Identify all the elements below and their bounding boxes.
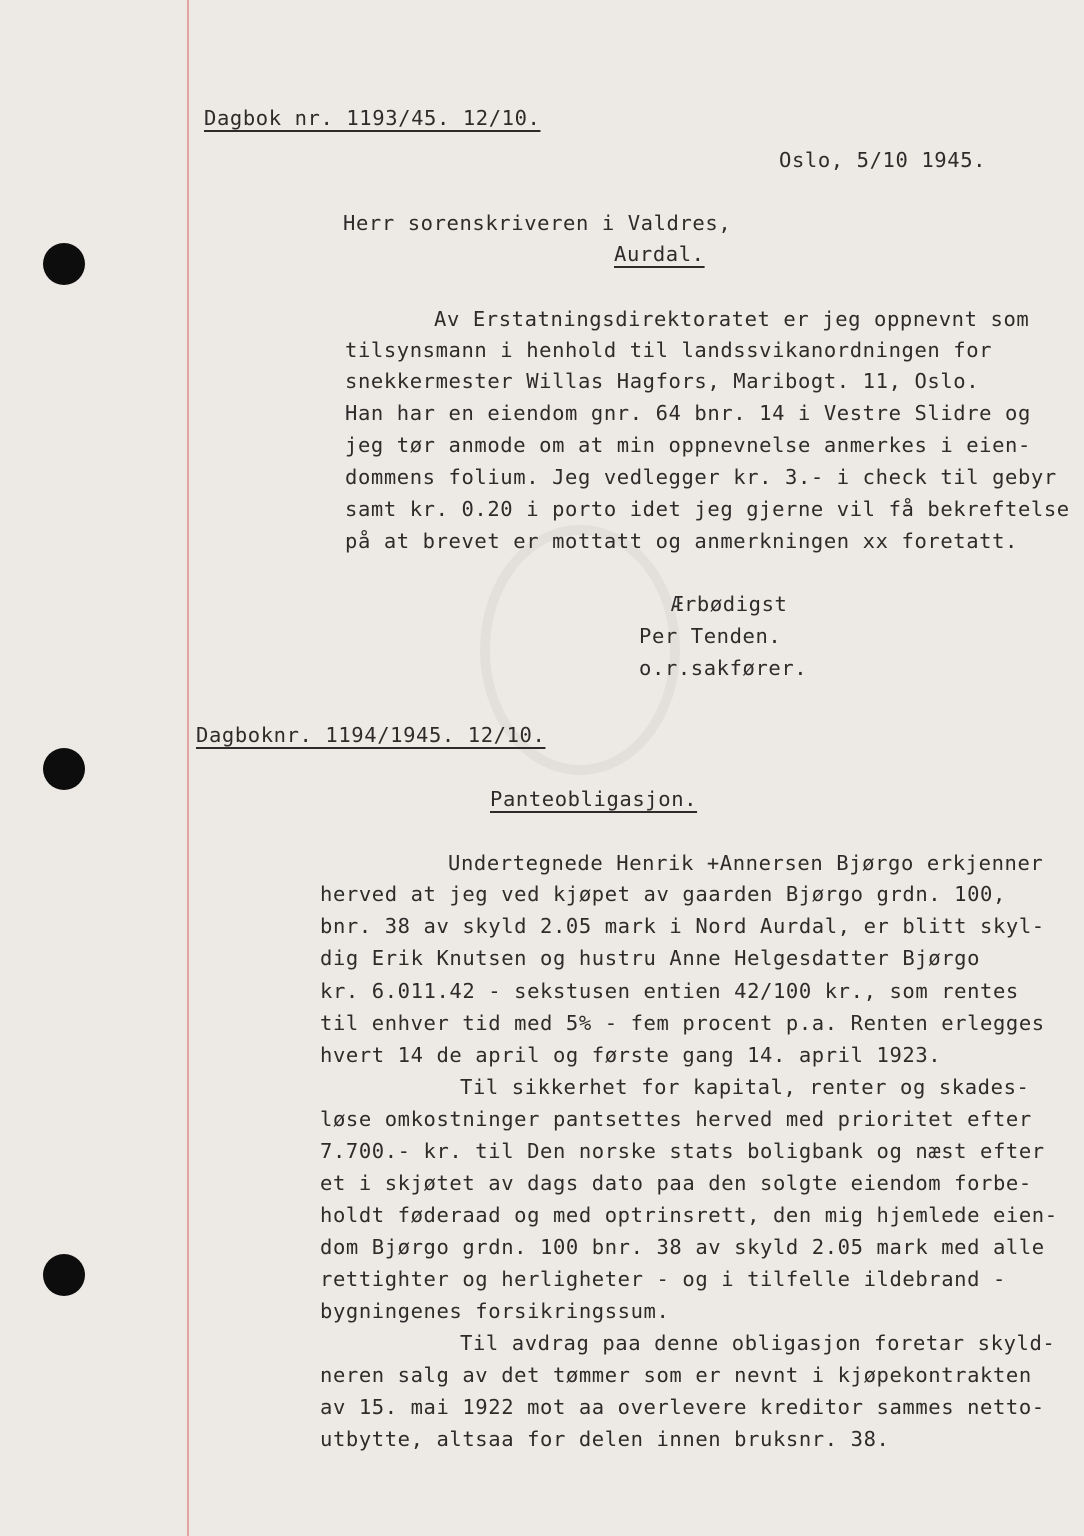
entry2-body-line: utbytte, altsaa for delen innen bruksnr. 38. — [320, 1427, 890, 1451]
entry1-body-line: jeg tør anmode om at min oppnevnelse anmerkes i eien- — [345, 433, 1031, 457]
entry1-body-line: på at brevet er mottatt og anmerkningen xx foretatt. — [345, 529, 1018, 553]
entry2-body-line: Til sikkerhet for kapital, renter og skades- — [460, 1075, 1030, 1099]
entry1-body-line: Av Erstatningsdirektoratet er jeg oppnevnt som — [434, 307, 1030, 331]
entry1-signer-title: o.r.sakfører. — [639, 656, 808, 680]
entry2-body-line: herved at jeg ved kjøpet av gaarden Bjørgo grdn. 100, — [320, 882, 1006, 906]
entry2-body-line: et i skjøtet av dags dato paa den solgte eiendom forbe- — [320, 1171, 1032, 1195]
entry2-body-line: 7.700.- kr. til Den norske stats boligbank og næst efter — [320, 1139, 1045, 1163]
entry1-body-line: tilsynsmann i henhold til landssvikanordningen for — [345, 338, 993, 362]
entry2-body-line: Til avdrag paa denne obligasjon foretar skyld- — [460, 1331, 1056, 1355]
entry1-body-line: samt kr. 0.20 i porto idet jeg gjerne vil få bekreftelse — [345, 497, 1070, 521]
entry2-body-line: løse omkostninger pantsettes herved med prioritet efter — [320, 1107, 1032, 1131]
entry1-header: Dagbok nr. 1193/45. 12/10. — [204, 106, 541, 130]
entry2-body-line: kr. 6.011.42 - sekstusen entien 42/100 kr., som rentes — [320, 979, 1019, 1003]
entry2-title: Panteobligasjon. — [490, 787, 698, 811]
entry1-body-line: Han har en eiendom gnr. 64 bnr. 14 i Vestre Slidre og — [345, 401, 1031, 425]
entry1-closing: Ærbødigst — [671, 592, 788, 616]
margin-rule — [187, 0, 189, 1536]
entry2-header: Dagboknr. 1194/1945. 12/10. — [196, 723, 546, 747]
entry1-body-line: dommens folium. Jeg vedlegger kr. 3.- i check til gebyr — [345, 465, 1057, 489]
entry2-body-line: bygningenes forsikringssum. — [320, 1299, 670, 1323]
entry2-body-line: hvert 14 de april og første gang 14. april 1923. — [320, 1043, 942, 1067]
entry1-body-line: snekkermester Willas Hagfors, Maribogt. 11, Oslo. — [345, 369, 980, 393]
entry1-signer-name: Per Tenden. — [639, 624, 782, 648]
punch-hole-icon — [43, 1254, 85, 1296]
entry2-body-line: dom Bjørgo grdn. 100 bnr. 38 av skyld 2.05 mark med alle — [320, 1235, 1045, 1259]
entry2-body-line: rettighter og herligheter - og i tilfelle ildebrand - — [320, 1267, 1006, 1291]
entry2-body-line: av 15. mai 1922 mot aa overlevere kreditor sammes netto- — [320, 1395, 1045, 1419]
entry2-body-line: Undertegnede Henrik +Annersen Bjørgo erkjenner — [448, 851, 1044, 875]
entry1-addressee: Herr sorenskriveren i Valdres, — [343, 211, 732, 235]
entry1-address-place: Aurdal. — [614, 242, 705, 266]
entry1-place-date: Oslo, 5/10 1945. — [779, 148, 987, 172]
entry2-body-line: bnr. 38 av skyld 2.05 mark i Nord Aurdal, er blitt skyl- — [320, 914, 1045, 938]
entry2-body-line: neren salg av det tømmer som er nevnt i kjøpekontrakten — [320, 1363, 1032, 1387]
entry2-body-line: dig Erik Knutsen og hustru Anne Helgesdatter Bjørgo — [320, 946, 981, 970]
punch-hole-icon — [43, 748, 85, 790]
punch-hole-icon — [43, 243, 85, 285]
entry2-body-line: holdt føderaad og med optrinsrett, den mig hjemlede eien- — [320, 1203, 1058, 1227]
entry2-body-line: til enhver tid med 5% - fem procent p.a. Renten erlegges — [320, 1011, 1045, 1035]
